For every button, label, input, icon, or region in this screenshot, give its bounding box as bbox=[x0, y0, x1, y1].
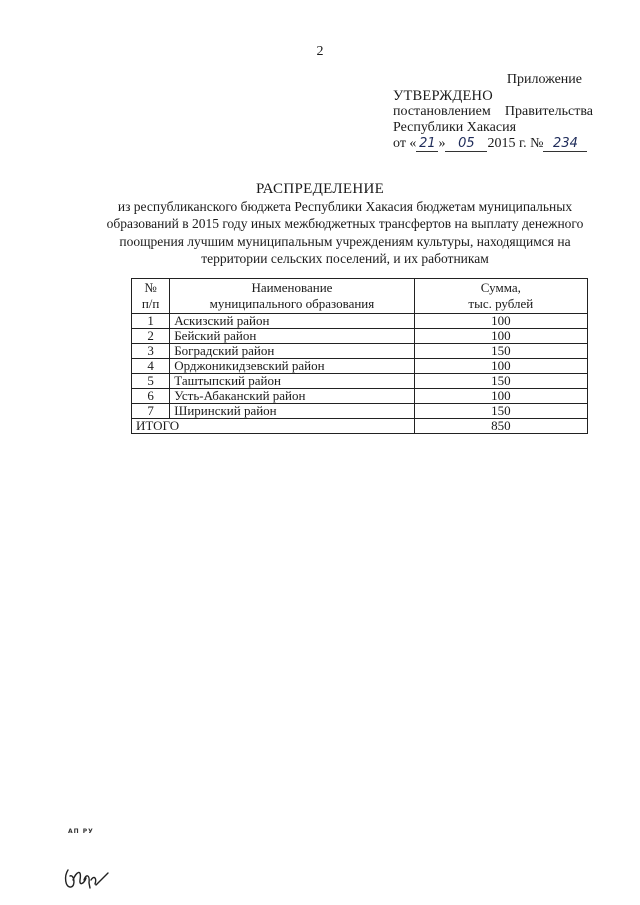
row-name: Аскизский район bbox=[170, 314, 414, 329]
date-day-field bbox=[416, 137, 438, 152]
row-num: 7 bbox=[132, 404, 170, 419]
table-row bbox=[132, 404, 588, 419]
header-name bbox=[170, 279, 414, 314]
header-num-line1: № bbox=[144, 280, 157, 295]
date-separator: » bbox=[438, 136, 446, 151]
header-name-line1: Наименование bbox=[251, 280, 333, 295]
row-num: 6 bbox=[132, 389, 170, 404]
date-day-handwritten: 21 bbox=[419, 136, 436, 151]
header-name-line2: муниципального образования bbox=[209, 296, 375, 311]
header-num-line2: п/п bbox=[141, 296, 160, 311]
date-prefix: от « bbox=[393, 136, 417, 151]
header-sum-line2: тыс. рублей bbox=[468, 296, 534, 311]
approval-government-word: Правительства bbox=[504, 104, 593, 119]
row-sum: 100 bbox=[414, 359, 587, 374]
row-num: 1 bbox=[132, 314, 170, 329]
row-sum: 150 bbox=[414, 404, 587, 419]
date-year: 2015 г. № bbox=[487, 136, 544, 151]
approval-decree-line bbox=[393, 104, 593, 120]
decree-number-field bbox=[543, 137, 587, 152]
total-label: ИТОГО bbox=[132, 419, 415, 434]
decree-number-handwritten: 234 bbox=[553, 136, 578, 151]
approval-republic: Республики Хакасия bbox=[393, 120, 517, 135]
table-row bbox=[132, 344, 588, 359]
table-row bbox=[132, 389, 588, 404]
distribution-table bbox=[131, 278, 588, 434]
table-total-row bbox=[132, 419, 588, 434]
total-sum: 850 bbox=[414, 419, 587, 434]
date-month-field bbox=[445, 137, 487, 152]
approved-heading: УТВЕРЖДЕНО bbox=[393, 88, 493, 104]
document-title: РАСПРЕДЕЛЕНИЕ bbox=[255, 181, 385, 197]
page-number: 2 bbox=[316, 44, 324, 59]
table-row bbox=[132, 359, 588, 374]
date-month-handwritten: 05 bbox=[458, 136, 475, 151]
header-num bbox=[132, 279, 170, 314]
row-sum: 150 bbox=[414, 374, 587, 389]
row-name: Бейский район bbox=[170, 329, 414, 344]
signature-mark bbox=[62, 850, 122, 895]
row-sum: 150 bbox=[414, 344, 587, 359]
approval-date-line bbox=[393, 136, 593, 152]
row-name: Ширинский район bbox=[170, 404, 414, 419]
row-name: Усть-Абаканский район bbox=[170, 389, 414, 404]
row-name: Таштыпский район bbox=[170, 374, 414, 389]
row-num: 3 bbox=[132, 344, 170, 359]
row-num: 4 bbox=[132, 359, 170, 374]
row-name: Боградский район bbox=[170, 344, 414, 359]
annex-label: Приложение bbox=[506, 72, 582, 87]
row-name: Орджоникидзевский район bbox=[170, 359, 414, 374]
table-row bbox=[132, 314, 588, 329]
approval-block bbox=[393, 88, 593, 152]
approval-by-word: постановлением bbox=[393, 104, 491, 119]
header-sum bbox=[414, 279, 587, 314]
table-row bbox=[132, 374, 588, 389]
row-num: 2 bbox=[132, 329, 170, 344]
row-sum: 100 bbox=[414, 389, 587, 404]
footer-stamp: АП РУ bbox=[68, 828, 94, 835]
row-sum: 100 bbox=[414, 329, 587, 344]
header-sum-line1: Сумма, bbox=[480, 280, 521, 295]
table-row bbox=[132, 329, 588, 344]
document-subtitle: из республиканского бюджета Республики Хакасия бюджетам муниципальных образований в 2015 году иных межбюджетных трансфертов на выплату денежного поощрения лучшим муниципальным учреждениям культуры, находящимся на территории сельских поселений, и их работникам bbox=[106, 199, 584, 266]
row-sum: 100 bbox=[414, 314, 587, 329]
row-num: 5 bbox=[132, 374, 170, 389]
table-header-row bbox=[132, 279, 588, 314]
